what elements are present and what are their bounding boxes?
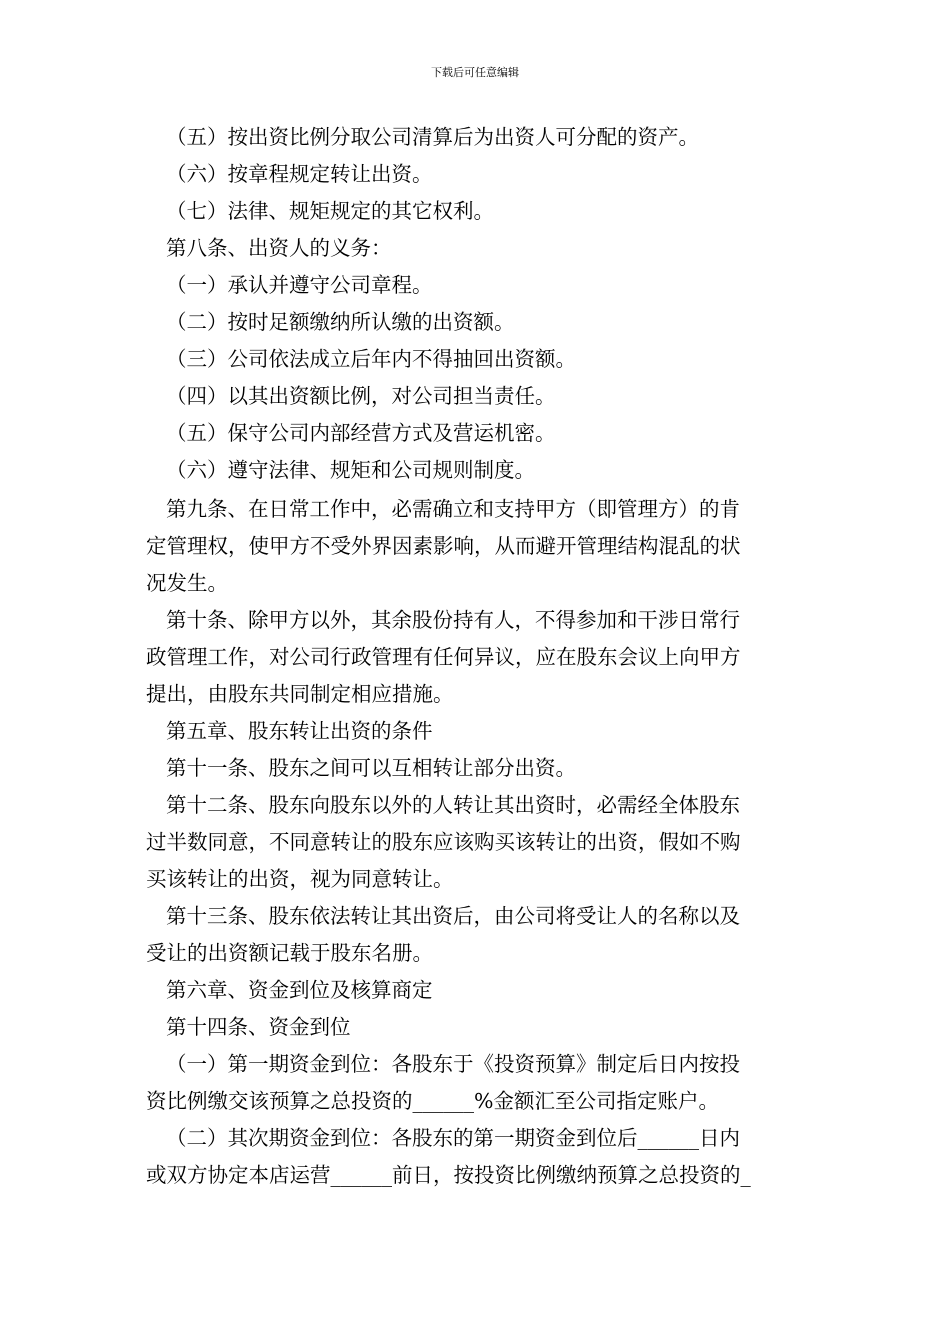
text-line: （二）其次期资金到位：各股东的第一期资金到位后______日内 [166, 1126, 740, 1150]
text-line: （四）以其出资额比例，对公司担当责任。 [166, 384, 556, 408]
text-line: 况发生。 [146, 571, 228, 595]
text-line: 提出，由股东共同制定相应措施。 [146, 682, 454, 706]
text-line: （一）第一期资金到位：各股东于《投资预算》制定后日内按投 [166, 1052, 740, 1076]
text-line: 定管理权，使甲方不受外界因素影响，从而避开管理结构混乱的状 [146, 534, 741, 558]
text-line: 第八条、出资人的义务： [166, 236, 392, 260]
text-line: 第九条、在日常工作中，必需确立和支持甲方（即管理方）的肯 [166, 497, 740, 521]
text-line: 政管理工作，对公司行政管理有任何异议，应在股东会议上向甲方 [146, 645, 741, 669]
text-line: （一）承认并遵守公司章程。 [166, 273, 433, 297]
text-line: 受让的出资额记载于股东名册。 [146, 941, 433, 965]
text-line: （三）公司依法成立后年内不得抽回出资额。 [166, 347, 576, 371]
text-line: 资比例缴交该预算之总投资的______%金额汇至公司指定账户。 [146, 1089, 719, 1113]
text-line: 第十三条、股东依法转让其出资后，由公司将受让人的名称以及 [166, 904, 740, 928]
text-line: （六）按章程规定转让出资。 [166, 162, 433, 186]
chapter-heading: 第六章、资金到位及核算商定 [166, 978, 433, 1002]
text-line: 或双方协定本店运营______前日，按投资比例缴纳预算之总投资的_ [146, 1163, 751, 1187]
text-line: 买该转让的出资，视为同意转让。 [146, 867, 454, 891]
text-line: （七）法律、规矩规定的其它权利。 [166, 199, 494, 223]
text-line: 过半数同意，不同意转让的股东应该购买该转让的出资，假如不购 [146, 830, 741, 854]
chapter-heading: 第五章、股东转让出资的条件 [166, 719, 433, 743]
text-line: 第十四条、资金到位 [166, 1015, 351, 1039]
text-line: （二）按时足额缴纳所认缴的出资额。 [166, 310, 515, 334]
page-header: 下载后可任意编辑 [431, 66, 519, 79]
text-line: （五）保守公司内部经营方式及营运机密。 [166, 421, 556, 445]
text-line: （六）遵守法律、规矩和公司规则制度。 [166, 458, 535, 482]
text-line: 第十一条、股东之间可以互相转让部分出资。 [166, 756, 576, 780]
text-line: 第十二条、股东向股东以外的人转让其出资时，必需经全体股东 [166, 793, 740, 817]
text-line: （五）按出资比例分取公司清算后为出资人可分配的资产。 [166, 125, 699, 149]
text-line: 第十条、除甲方以外，其余股份持有人，不得参加和干涉日常行 [166, 608, 740, 632]
